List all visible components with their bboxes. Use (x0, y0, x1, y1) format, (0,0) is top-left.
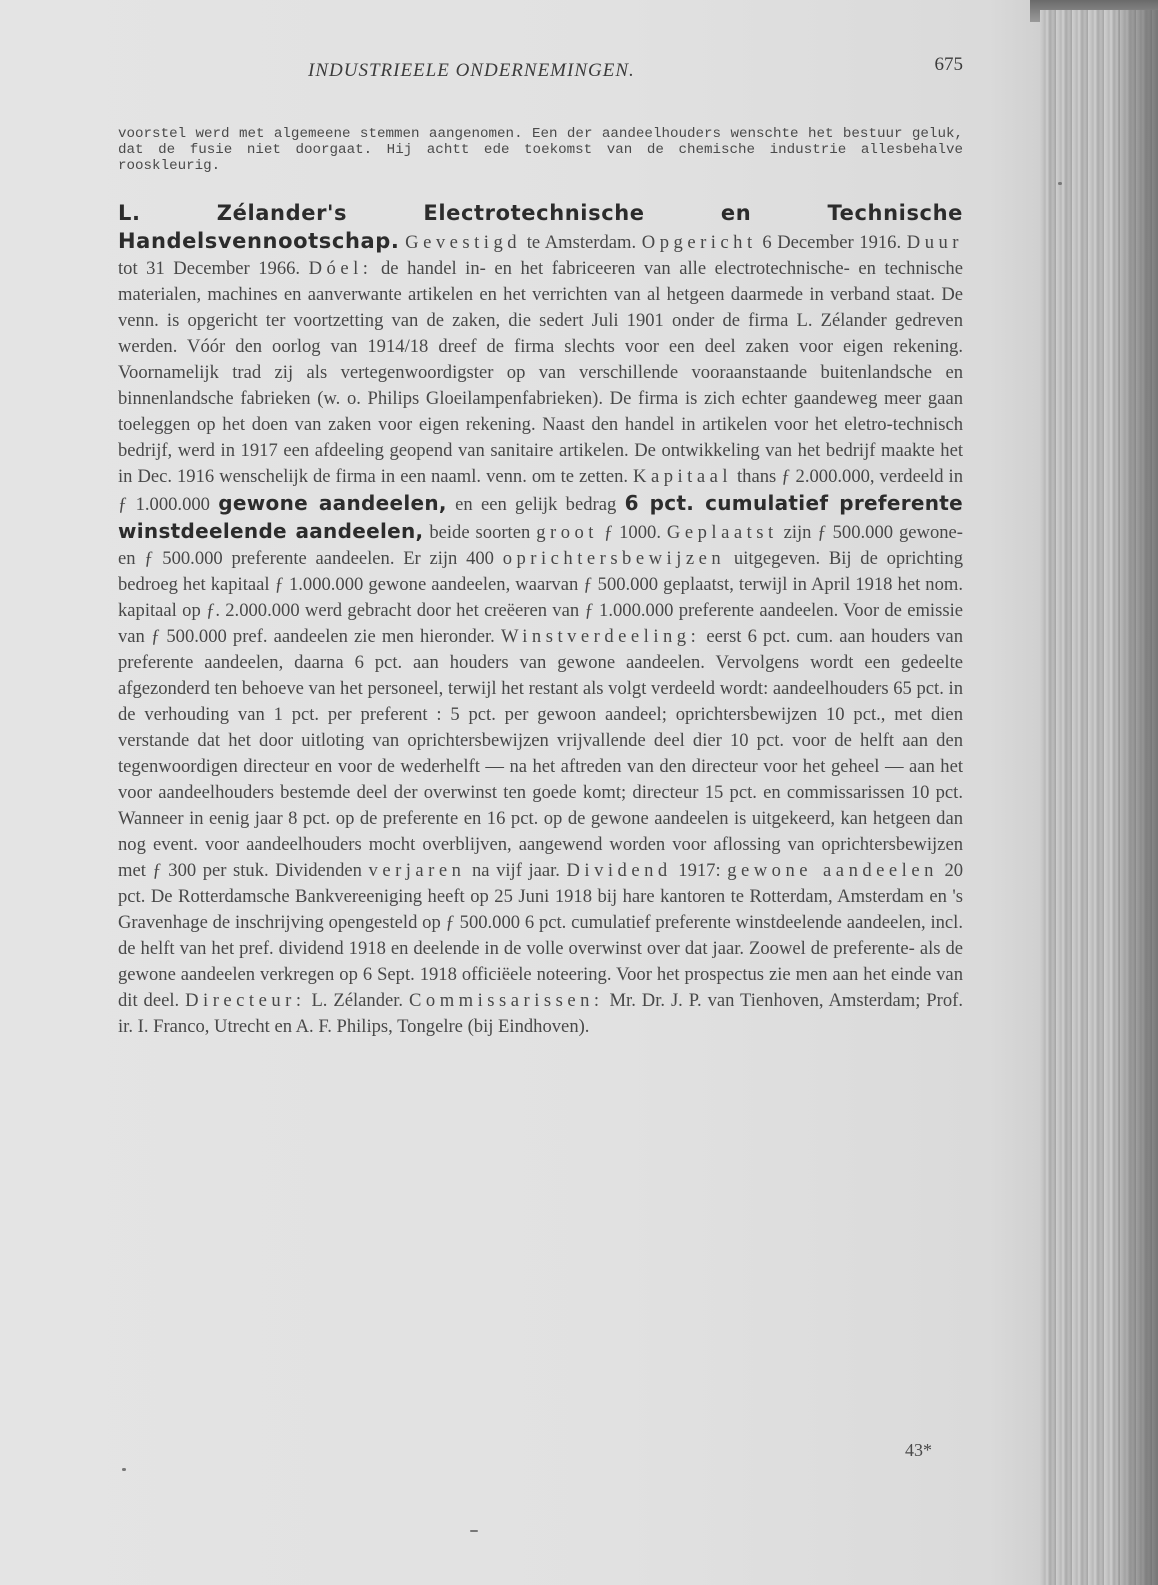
page-header (118, 54, 963, 90)
previous-entry-text: voorstel werd met algemeene stemmen aangenomen. Een der aandeelhouders wenschte het bestuur geluk, dat de fusie niet doorgaat. Hij achtt ede toekomst van de chemische industrie allesbehalve rooskleurig. (118, 126, 963, 174)
doel-value: de handel in- en het fabriceeren van alle electrotechnische- en technische materialen, machines en aanverwante artikelen en het verrichten van al hetgeen daarmede in verband staat. (118, 258, 963, 305)
verjaren-value: na vijf jaar. (471, 860, 560, 881)
doel-label: Dóel: (308, 258, 373, 279)
dividend-label: Dividend (566, 860, 672, 881)
commissarissen-value: Mr. Dr. J. P. van Tienhoven, Amsterdam; Prof. ir. I. Franco, Utrecht en A. F. Philips, Tongelre (bij Eindhoven). (118, 990, 963, 1037)
duur-value: tot 31 December 1966. (118, 258, 301, 279)
page-speck (122, 1468, 126, 1471)
winstverdeeling-value: eerst 6 pct. cum. aan houders van preferente aandeelen, daarna 6 pct. aan houders van gewone aandeelen. Vervolgens wordt een gedeelte afgezonderd ten behoeve van het personeel, terwijl het restant als volgt verdeeld wordt: aandeelhouders 65 pct. in de verhouding van 1 pct. per preferent : 5 pct. per gewoon aandeel; oprichtersbewijzen 10 pct., met dien verstande dat het door uitloting van oprichtersbewijzen vrijvallende deel dier 10 pct. voor de helft aan den tegenwoordigen directeur en voor de wederhelft — na het aftreden van den directeur voor het geheel — aan het voor aandeelhouders bestemde deel der overwinst ten goede komt; directeur 15 pct. en commissarissen 10 pct. Wanneer in eenig jaar 8 pct. op de preferente en 16 pct. op de gewone aandeelen is uitgekeerd, kan hetgeen dan nog event. voor aandeelhouders mocht overblijven, aangewend worden voor aflossing van oprichtersbewijzen met ƒ 300 per stuk. Dividenden (118, 626, 963, 881)
kapitaal-value-1: thans ƒ 2.000.000, verdeeld in ƒ 1.000.000 (118, 466, 963, 515)
geplaatst-label: Geplaatst (666, 522, 778, 543)
kapitaal-value-3: beide soorten (429, 522, 531, 543)
page-speck (470, 1530, 478, 1532)
commissarissen-label: Commissarissen: (409, 990, 604, 1011)
dividend-value: 20 pct. (118, 860, 964, 907)
signature-mark: 43* (905, 1440, 932, 1460)
duur-label: Duur (906, 232, 963, 253)
page-number: 675 (934, 54, 963, 75)
page-edges (1040, 10, 1158, 1585)
page-speck (1058, 182, 1062, 185)
kapitaal-value-2: en een gelijk bedrag (455, 494, 617, 515)
kapitaal-label: Kapitaal (633, 466, 733, 487)
running-title: INDUSTRIEELE ONDERNEMINGEN. (308, 60, 635, 81)
directeur-label: Directeur: (185, 990, 306, 1011)
groot-label: groot (536, 522, 598, 543)
oprichtersbewijzen-label: oprichtersbewijzen (502, 548, 726, 569)
dividend-type-label: gewone aandeelen (727, 860, 938, 881)
kapitaal-bold-1: gewone aandeelen, (218, 491, 447, 515)
winstverdeeling-label: Winstverdeeling: (500, 626, 701, 647)
gevestigd-value: te Amsterdam. (526, 232, 637, 253)
geplaatst-value: zijn ƒ 500.000 gewone- en ƒ 500.000 preferente aandeelen. Er zijn 400 (118, 522, 963, 569)
company-entry (118, 200, 963, 1040)
emission-text: De Rotterdamsche Bankvereeniging heeft op 25 Juni 1918 bij hare kantoren te Rotterdam, Amsterdam en 's Gravenhage de inschrijving opengesteld op ƒ 500.000 6 pct. cumulatief preferente winstdeelende aandeelen, incl. de helft van het pref. dividend 1918 en deelende in de volle overwinst over dat jaar. Zoowel de preferente- als de gewone aandeelen verkregen op 6 Sept. 1918 officiëele noteering. Voor het prospectus zie men aan het einde van dit deel. (118, 886, 963, 1011)
opgericht-label: Opgericht (641, 232, 757, 253)
gevestigd-label: Gevestigd (405, 232, 522, 253)
kapitaal-bold-2: 6 pct. cumulatief preferente winstdeelende aandeelen, (118, 491, 964, 543)
verjaren-label: verjaren (368, 860, 466, 881)
groot-value: ƒ 1000. (603, 522, 661, 543)
directeur-value: L. Zélander. (311, 990, 404, 1011)
opgericht-value: 6 December 1916. (762, 232, 902, 253)
oprichtersbewijzen-value: uitgegeven. Bij de oprichting bedroeg het kapitaal ƒ 1.000.000 gewone aandeelen, waarvan ƒ 500.000 geplaatst, terwijl in April 1918 het nom. kapitaal op ƒ. 2.000.000 werd gebracht door het creëeren van ƒ 1.000.000 preferente aandeelen. Voor de emissie van ƒ 500.000 pref. aandeelen zie men hieronder. (118, 548, 964, 647)
history-text: De venn. is opgericht ter voortzetting van de zaken, die sedert Juli 1901 onder de firma L. Zélander gedreven werden. Vóór den oorlog van 1914/18 dreef de firma slechts voor een deel zaken voor eigen rekening. Voornamelijk trad zij als vertegenwoordigster op van verschillende vooraanstaande buitenlandsche en binnenlandsche fabrieken (w. o. Philips Gloeilampenfabrieken). De firma is zich echter gaandeweg meer gaan toeleggen op het doen van zaken voor eigen rekening. Naast den handel in artikelen voor het eletro-technisch bedrijf, werd in 1917 een afdeeling geopend van sanitaire artikelen. De ontwikkeling van het bedrijf maakte het in Dec. 1916 wenschelijk de firma in een naaml. venn. om te zetten. (118, 284, 963, 487)
entry-title: L. Zélander's Electrotechnische en Technische Handelsvennootschap. (118, 201, 963, 253)
dividend-year: 1917: (678, 860, 721, 881)
